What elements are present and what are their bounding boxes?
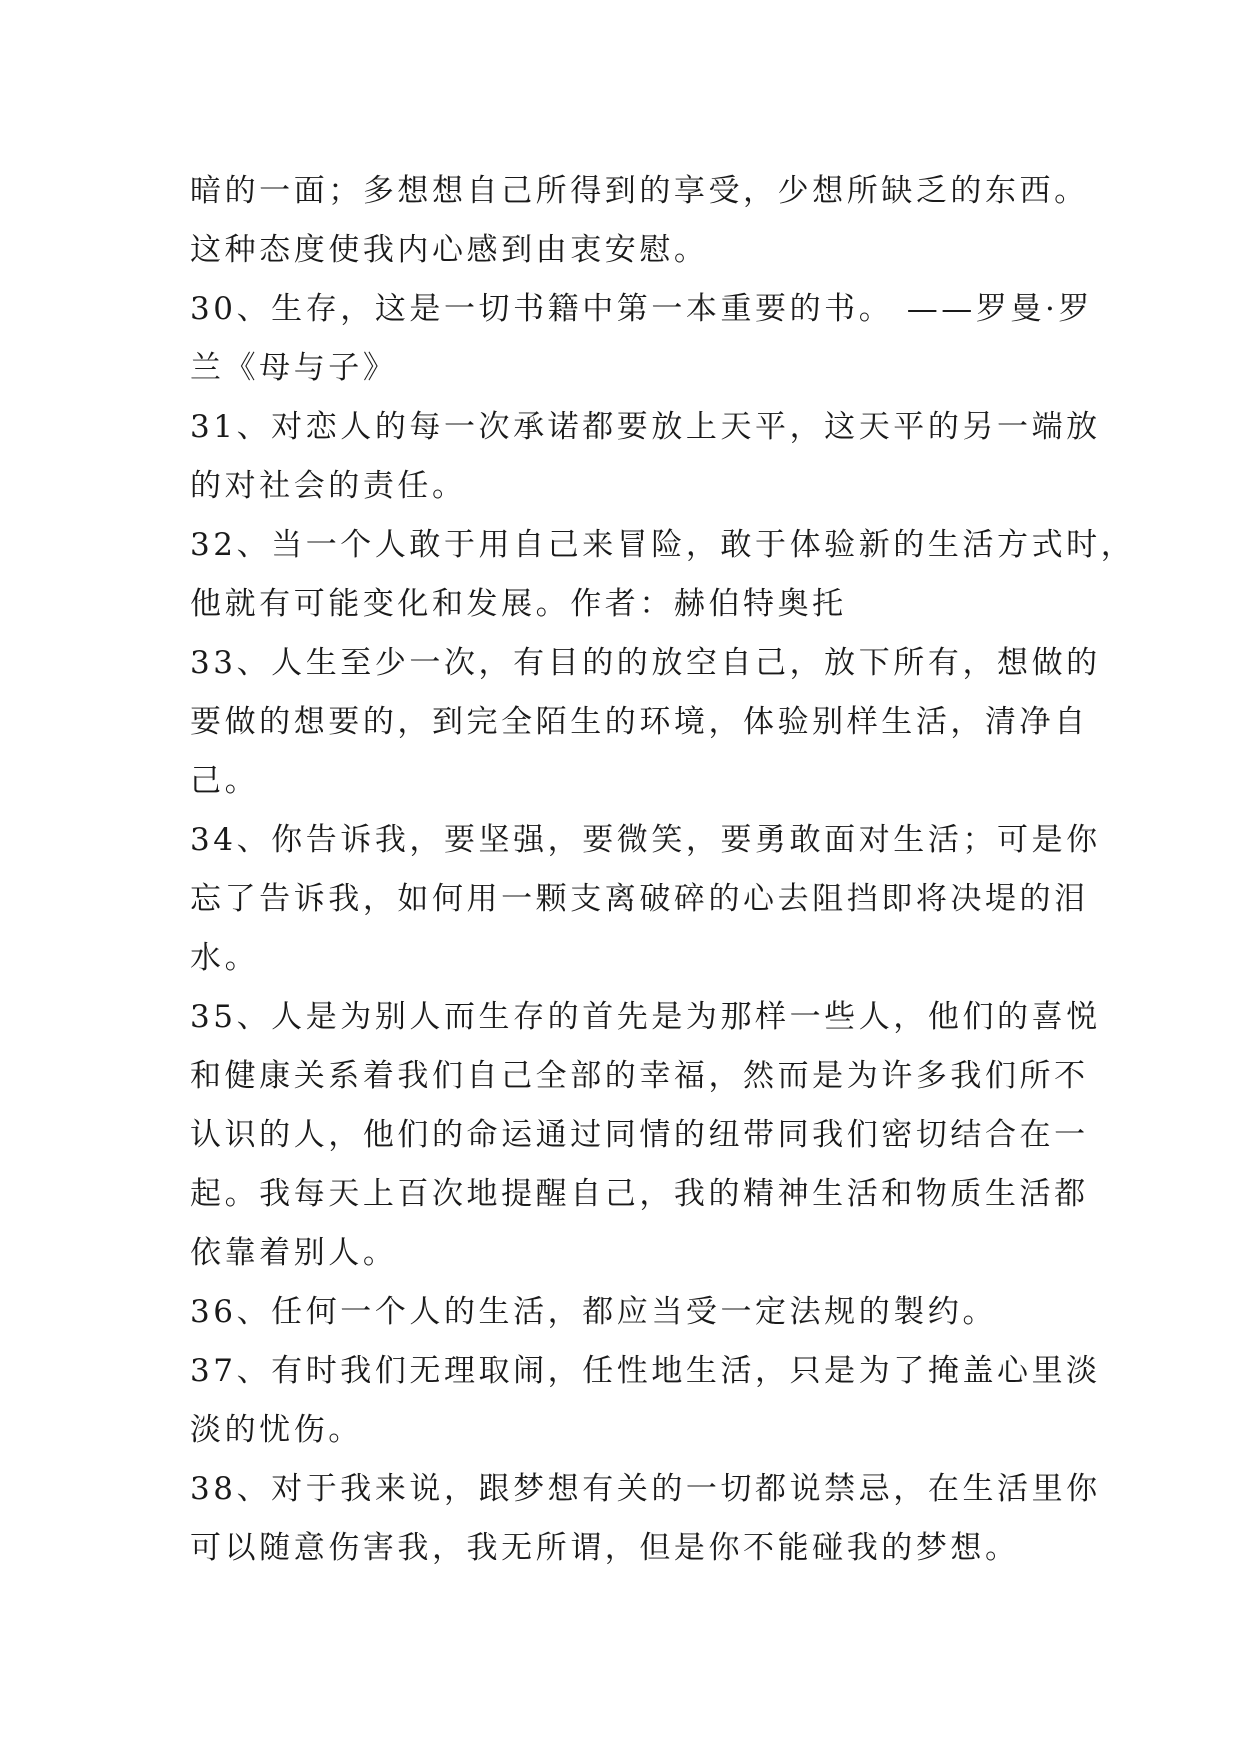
quote-36 [190, 1283, 1070, 1342]
paragraph-continuation [190, 162, 1089, 280]
quote-35 [190, 988, 1101, 1283]
text-line: 36、任何一个人的生活，都应当受一定法规的製约。 [190, 1294, 998, 1330]
text-line: 起。我每天上百次地提醒自己，我的精神生活和物质生活都 [190, 1176, 1089, 1212]
text-line: 可以随意伤害我，我无所谓，但是你不能碰我的梦想。 [190, 1530, 1020, 1566]
text-line: 和健康关系着我们自己全部的幸福，然而是为许多我们所不 [190, 1058, 1089, 1094]
text-line: 30、生存，这是一切书籍中第一本重要的书。 ——罗曼·罗 [190, 291, 1093, 327]
text-line: 暗的一面；多想想自己所得到的享受，少想所缺乏的东西。 [190, 173, 1089, 209]
document-body [190, 162, 1136, 1578]
text-line: 他就有可能变化和发展。作者：赫伯特奥托 [190, 586, 847, 622]
text-line: 忘了告诉我，如何用一颗支离破碎的心去阻挡即将决堤的泪 [190, 881, 1089, 917]
quote-37 [190, 1342, 1101, 1460]
quote-38 [190, 1460, 1101, 1578]
text-line: 要做的想要的，到完全陌生的环境，体验别样生活，清净自 [190, 704, 1089, 740]
text-line: 认识的人，他们的命运通过同情的纽带同我们密切结合在一 [190, 1117, 1089, 1153]
text-line: 38、对于我来说，跟梦想有关的一切都说禁忌，在生活里你 [190, 1471, 1101, 1507]
text-line: 水。 [190, 940, 260, 976]
quote-34 [190, 811, 1101, 988]
text-line: 依靠着别人。 [190, 1235, 398, 1271]
text-line: 33、人生至少一次，有目的的放空自己，放下所有，想做的 [190, 645, 1101, 681]
text-line: 淡的忧伤。 [190, 1412, 363, 1448]
text-line: 兰《母与子》 [190, 350, 398, 386]
text-line: 31、对恋人的每一次承诺都要放上天平，这天平的另一端放 [190, 409, 1101, 445]
quote-30 [190, 280, 1093, 398]
text-line: 34、你告诉我，要坚强，要微笑，要勇敢面对生活；可是你 [190, 822, 1101, 858]
quote-32 [190, 516, 1136, 634]
text-line: 37、有时我们无理取闹，任性地生活，只是为了掩盖心里淡 [190, 1353, 1101, 1389]
text-line: 的对社会的责任。 [190, 468, 467, 504]
text-line: 这种态度使我内心感到由衷安慰。 [190, 232, 709, 268]
text-line: 己。 [190, 763, 260, 799]
quote-33 [190, 634, 1101, 811]
text-line: 32、当一个人敢于用自己来冒险，敢于体验新的生活方式时， [190, 527, 1136, 563]
quote-31 [190, 398, 1101, 516]
text-line: 35、人是为别人而生存的首先是为那样一些人，他们的喜悦 [190, 999, 1101, 1035]
